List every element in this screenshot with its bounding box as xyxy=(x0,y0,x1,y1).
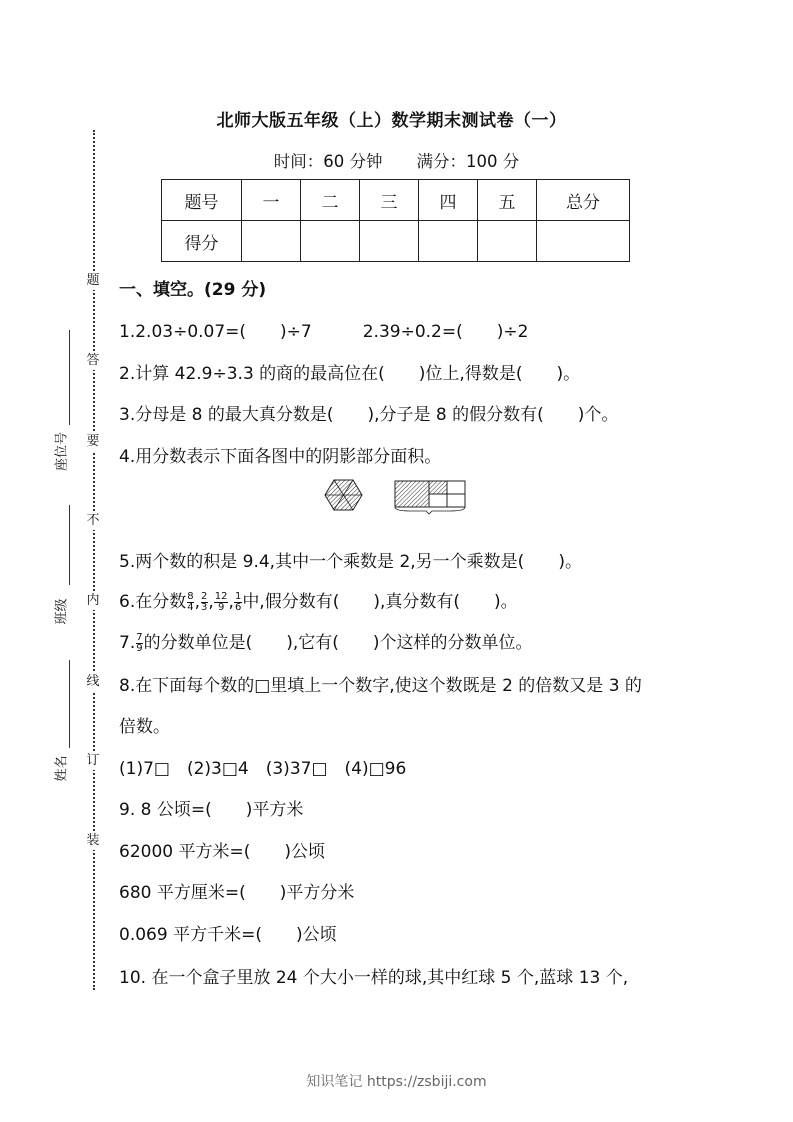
binding-char-xian: 线 xyxy=(84,673,102,691)
binding-char-ti: 题 xyxy=(84,272,102,290)
footer-watermark: 知识笔记 https://zsbiji.com xyxy=(306,1074,487,1090)
question-7 xyxy=(119,628,533,654)
shaded-figures xyxy=(320,475,480,515)
score-table-header-row xyxy=(162,180,630,221)
exam-info xyxy=(0,148,793,172)
binding-char-zhuang: 装 xyxy=(84,832,102,850)
score-cell[interactable] xyxy=(360,221,419,262)
numerator: 2 xyxy=(201,590,208,602)
numerator: 7 xyxy=(136,631,143,643)
square-figure xyxy=(395,481,465,514)
question-5: 5.两个数的积是 9.4,其中一个乘数是 2,另一个乘数是( )。 xyxy=(119,552,582,572)
question-10: 10. 在一个盒子里放 24 个大小一样的球,其中红球 5 个,蓝球 13 个, xyxy=(119,968,629,988)
score-header-cell: 四 xyxy=(419,180,478,221)
class-label: 班级 xyxy=(54,598,70,625)
q6-suffix: 中,假分数有( ),真分数有( )。 xyxy=(242,592,518,612)
fraction xyxy=(234,592,241,613)
question-9a: 9. 8 公顷=( )平方米 xyxy=(119,800,304,820)
score-table xyxy=(161,179,630,262)
question-6: 6.在分数 $\frac{8}{4}$ , $\frac{2}{3}$ , $\frac{12}{9}$ , $\frac{1}{6}$ 中,假分数有( ),真分数有( )。 xyxy=(119,590,518,613)
question-8-line-2: 倍数。 xyxy=(119,717,170,737)
time-limit: 时间：60 分钟 xyxy=(273,152,383,171)
question-9d: 0.069 平方千米=( )公顷 xyxy=(119,925,337,945)
question-3: 3.分母是 8 的最大真分数是( ),分子是 8 的假分数有( )个。 xyxy=(119,405,619,425)
fraction xyxy=(187,592,194,613)
fraction xyxy=(214,592,228,613)
hexagon-figure xyxy=(325,480,362,510)
exam-title: 北师大版五年级（上）数学期末测试卷（一） xyxy=(216,111,567,131)
fraction xyxy=(136,633,143,654)
score-header-cell: 总分 xyxy=(537,180,630,221)
score-header-cell: 一 xyxy=(242,180,301,221)
question-2: 2.计算 42.9÷3.3 的商的最高位在( )位上,得数是( )。 xyxy=(119,364,581,384)
numerator: 8 xyxy=(187,590,194,602)
score-header-cell: 五 xyxy=(478,180,537,221)
denominator: 6 xyxy=(234,601,242,613)
denominator: 9 xyxy=(136,642,143,654)
numerator: 1 xyxy=(234,590,242,602)
denominator: 4 xyxy=(187,601,194,613)
binding-dotted-line xyxy=(93,130,95,990)
seat-number-label: 座位号 xyxy=(54,432,70,472)
score-header-cell: 题号 xyxy=(162,180,242,221)
binding-char-bu: 不 xyxy=(84,512,102,530)
binding-char-yao: 要 xyxy=(84,433,102,451)
binding-char-da: 答 xyxy=(84,352,102,370)
question-4: 4.用分数表示下面各图中的阴影部分面积。 xyxy=(119,447,442,467)
score-cell[interactable] xyxy=(242,221,301,262)
q6-prefix: 6.在分数 xyxy=(119,592,187,612)
question-9b: 62000 平方米=( )公顷 xyxy=(119,842,325,862)
question-9c: 680 平方厘米=( )平方分米 xyxy=(119,883,355,903)
name-blank[interactable] xyxy=(69,660,70,748)
question-8-items: (1)7□ (2)3□4 (3)37□ (4)□96 xyxy=(119,759,407,779)
name-label: 姓名 xyxy=(54,755,70,782)
seat-number-blank[interactable] xyxy=(69,330,70,425)
question-8-line-1: 8.在下面每个数的□里填上一个数字,使这个数既是 2 的倍数又是 3 的 xyxy=(119,676,642,696)
score-header-cell: 二 xyxy=(301,180,360,221)
denominator: 3 xyxy=(201,601,208,613)
score-cell[interactable] xyxy=(419,221,478,262)
binding-char-ding: 订 xyxy=(84,752,102,770)
score-header-cell: 三 xyxy=(360,180,419,221)
score-cell[interactable] xyxy=(537,221,630,262)
q7-suffix: 的分数单位是( ),它有( )个这样的分数单位。 xyxy=(143,633,533,653)
denominator: 9 xyxy=(217,601,225,613)
score-row-label: 得分 xyxy=(162,221,242,262)
full-score: 满分：100 分 xyxy=(416,152,520,171)
section-heading: 一、填空。(29 分) xyxy=(119,280,267,300)
numerator: 12 xyxy=(214,590,228,602)
class-blank[interactable] xyxy=(69,505,70,585)
score-cell[interactable] xyxy=(301,221,360,262)
question-1: 1.2.03÷0.07=( )÷7 2.39÷0.2=( )÷2 xyxy=(119,322,529,342)
fraction xyxy=(201,592,208,613)
binding-char-nei: 内 xyxy=(84,592,102,610)
q7-prefix: 7. xyxy=(119,633,136,653)
score-table-score-row xyxy=(162,221,630,262)
score-cell[interactable] xyxy=(478,221,537,262)
